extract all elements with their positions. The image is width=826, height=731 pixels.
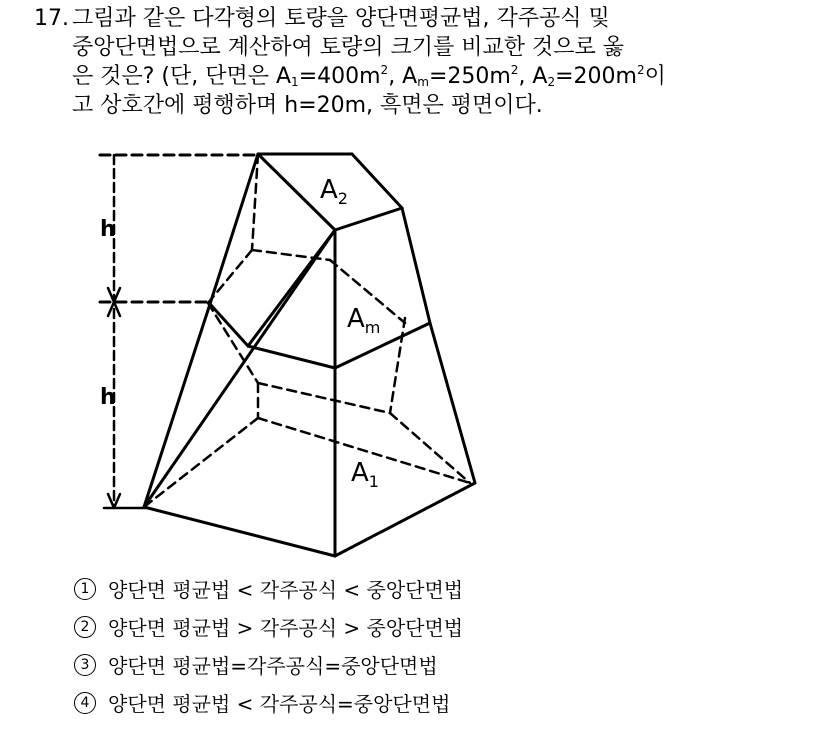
choice-3[interactable] [74,650,438,679]
label-am: $A_m$ [347,304,381,337]
question-line-1: 그림과 같은 다각형의 토량을 양단면평균법, 각주공식 및 [72,6,610,31]
prismoid-diagram [80,138,500,563]
choice-number-4: 4 [74,692,96,714]
hidden-edges [144,154,470,507]
choice-1[interactable] [74,574,463,603]
choice-text-3: 양단면 평균법=각주공식=중앙단면법 [108,654,438,678]
choice-number-3: 3 [74,654,96,676]
question-line-2: 중앙단면법으로 계산하여 토량의 크기를 비교한 것으로 옳 [72,35,625,60]
label-h-bottom: h [100,385,116,410]
choice-4[interactable] [74,688,450,717]
label-h-top: h [100,217,116,242]
choice-text-2: 양단면 평균법 > 각주공식 > 중앙단면법 [108,616,464,640]
choice-number-1: 1 [74,578,96,600]
visible-edges [144,154,475,556]
question-number: 17. [34,6,69,31]
label-a2: $A_2$ [320,175,348,208]
choice-number-2: 2 [74,616,96,638]
label-a1: $A_1$ [351,458,379,491]
earthwork-figure [80,138,500,563]
choice-text-4: 양단면 평균법 < 각주공식=중앙단면법 [108,692,451,716]
choice-2[interactable] [74,612,463,641]
question-line-4: 고 상호간에 평행하며 h=20m, 흑면은 평면이다. [72,93,543,118]
question-line-3: 은 것은? (단, 단면은 $A_1=400m^2$, $A_m=250m^2$, $A_2=200m^2$이 [72,63,666,89]
choice-text-1: 양단면 평균법 < 각주공식 < 중앙단면법 [108,578,464,602]
